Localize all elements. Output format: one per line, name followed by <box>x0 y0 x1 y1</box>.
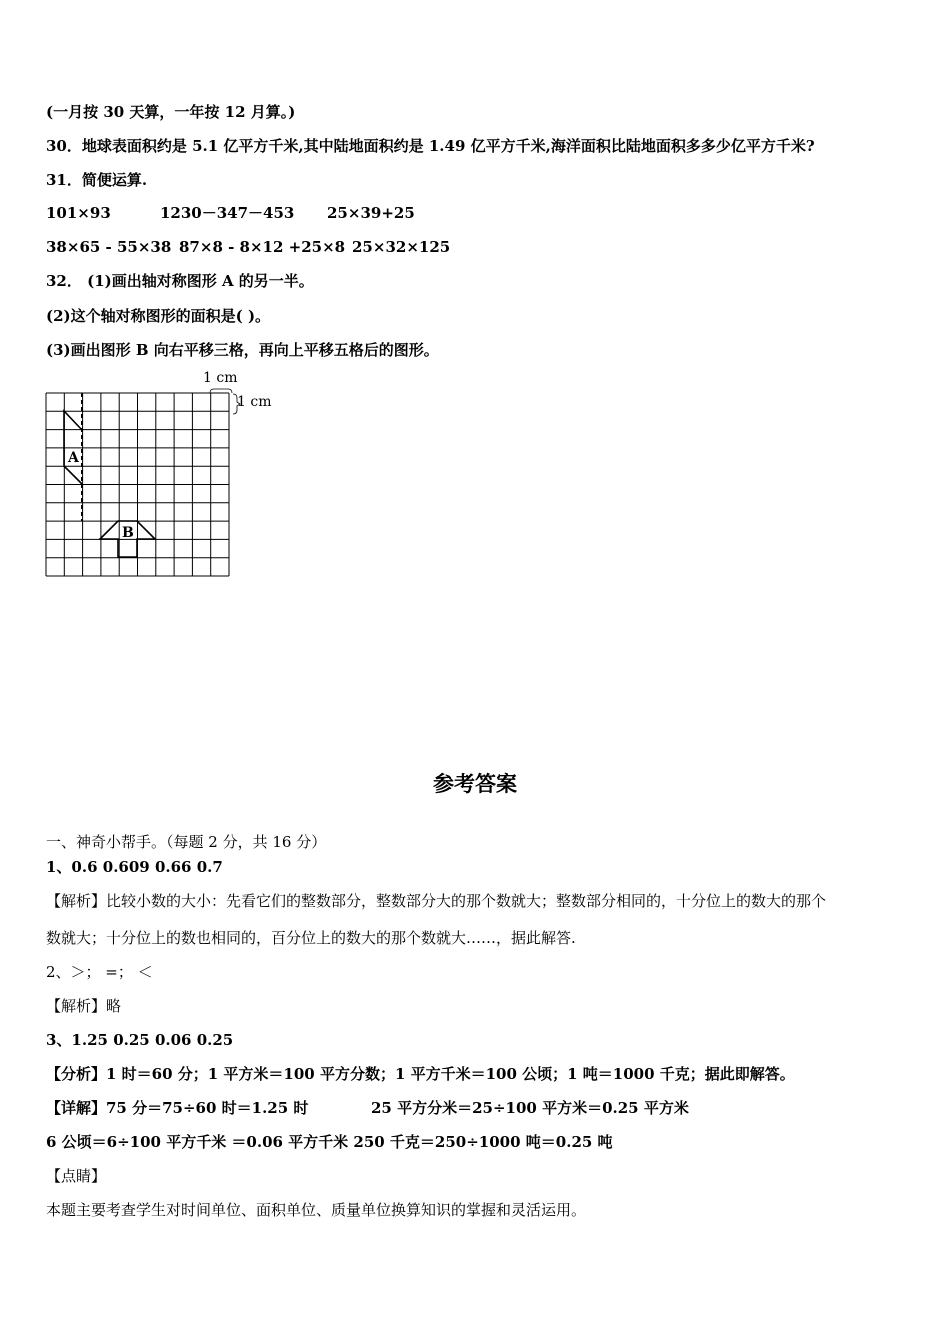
q31-row-2 <box>46 237 450 257</box>
answer-1: 1、0.6 0.609 0.66 0.7 <box>46 858 223 876</box>
question-32-2: (2)这个轴对称图形的面积是( )。 <box>46 307 271 325</box>
answer-2: 2、＞； =； ＜ <box>46 963 153 981</box>
expr-6: 25×32×125 <box>352 238 451 256</box>
expr-5: 87×8 - 8×12 +25×8 <box>179 238 346 256</box>
expr-1: 101×93 <box>46 204 111 222</box>
detail-1a: 【详解】75 分＝75÷60 时＝1.25 时 <box>46 1099 309 1117</box>
unit-label-right: 1 cm <box>237 394 272 410</box>
answer-1-analysis-1: 【解析】比较小数的大小：先看它们的整数部分，整数部分大的那个数就大；整数部分相同的，十分位上的数大的那个 <box>46 892 827 910</box>
answers-section-1: 一、神奇小帮手。（每题 2 分，共 16 分） <box>46 833 327 851</box>
unit-label-top: 1 cm <box>203 370 238 386</box>
answer-3-detail-1 <box>46 1098 689 1118</box>
answer-1-analysis-2: 数就大；十分位上的数也相同的，百分位上的数大的那个数就大……，据此解答. <box>46 929 576 947</box>
answer-3-comment-label: 【点睛】 <box>46 1167 107 1185</box>
question-31-title: 31．简便运算. <box>46 171 148 189</box>
question-32-3: (3)画出图形 B 向右平移三格，再向上平移五格后的图形。 <box>46 341 439 359</box>
shape-a-label: A <box>68 450 79 466</box>
grid-figure <box>40 366 300 581</box>
answer-3-comment: 本题主要考查学生对时间单位、面积单位、质量单位换算知识的掌握和灵活运用。 <box>46 1201 587 1219</box>
answers-title: 参考答案 <box>433 772 517 796</box>
shape-b-label: B <box>122 525 134 541</box>
unit-brace-top <box>210 389 232 393</box>
expr-4: 38×65 - 55×38 <box>46 238 172 256</box>
question-30: 30．地球表面积约是 5.1 亿平方千米,其中陆地面积约是 1.49 亿平方千米,海洋面积比陆地面积多多少亿平方千米? <box>46 137 815 155</box>
answer-3-detail-2: 6 公顷＝6÷100 平方千米 ＝0.06 平方千米 250 千克＝250÷1000 吨＝0.25 吨 <box>46 1133 613 1151</box>
answer-3: 3、1.25 0.25 0.06 0.25 <box>46 1031 234 1049</box>
expr-3: 25×39+25 <box>327 204 415 222</box>
answer-3-analysis: 【分析】1 时＝60 分；1 平方米＝100 平方分数；1 平方千米＝100 公顷；1 吨＝1000 千克；据此即解答。 <box>46 1065 795 1083</box>
q31-row-1 <box>46 203 415 223</box>
answer-2-analysis: 【解析】略 <box>46 997 122 1015</box>
detail-1b: 25 平方分米＝25÷100 平方米＝0.25 平方米 <box>371 1099 689 1117</box>
question-32-1: 32． (1)画出轴对称图形 A 的另一半。 <box>46 272 314 290</box>
note-line: (一月按 30 天算，一年按 12 月算。) <box>46 103 296 121</box>
expr-2: 1230－347－453 <box>160 204 295 222</box>
